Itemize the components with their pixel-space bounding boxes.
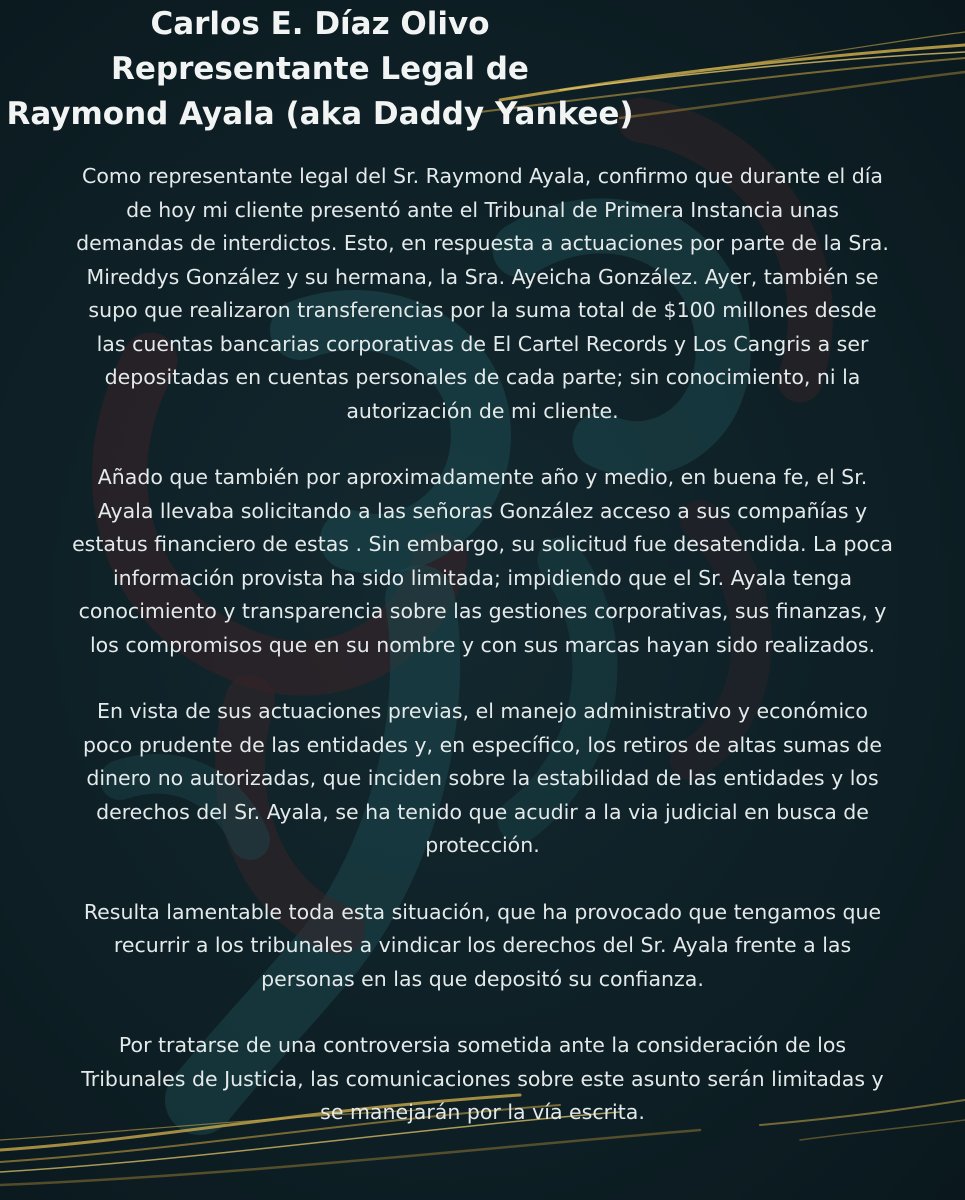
text-line: dinero no autorizadas, que inciden sobre la estabilidad de las entidades y los [86, 766, 879, 790]
text-line: derechos del Sr. Ayala, se ha tenido que acudir a la via judicial en busca de [96, 799, 869, 824]
paragraph-5 [8, 1029, 957, 1130]
representative-name: Carlos E. Díaz Olivo [150, 6, 490, 42]
text-line: se manejarán por la vía escrita. [320, 1100, 645, 1124]
text-line: los compromisos que en su nombre y con sus marcas hayan sido realizados. [89, 632, 876, 657]
client-name: Raymond Ayala (aka Daddy Yankee) [6, 96, 634, 132]
header [0, 0, 640, 137]
text-line: Añado que también por aproximadamente año y medio, en buena fe, el Sr. [97, 465, 868, 489]
text-line: Por tratarse de una controversia sometida ante la consideración de los [118, 1033, 847, 1057]
text-line: estatus financiero de estas . Sin embargo, su solicitud fue desatendida. La poca [72, 532, 893, 556]
text-line: Ayala llevaba solicitando a las señoras González acceso a sus compañías y [97, 498, 868, 523]
text-line: demandas de interdictos. Esto, en respuesta a actuaciones por parte de la Sra. [76, 231, 889, 255]
text-line: supo que realizaron transferencias por la suma total de $100 millones desde [88, 298, 877, 322]
text-line: Mireddys González y su hermana, la Sra. Ayeicha González. Ayer, también se [86, 264, 879, 289]
text-line: En vista de sus actuaciones previas, el manejo administrativo y económico [97, 699, 868, 723]
paragraph-4 [8, 896, 957, 997]
text-line: personas en las que depositó su confianza. [261, 966, 704, 991]
text-line: de hoy mi cliente presentó ante el Tribunal de Primera Instancia unas [126, 197, 839, 222]
text-line: depositadas en cuentas personales de cada parte; sin conocimiento, ni la [104, 365, 861, 389]
text-line: Como representante legal del Sr. Raymond Ayala, confirmo que durante el día [82, 164, 883, 188]
text-line: Resulta lamentable toda esta situación, que ha provocado que tengamos que [83, 899, 882, 924]
statement-body [8, 160, 957, 1163]
text-line: autorización de mi cliente. [346, 398, 619, 423]
representative-role: Representante Legal de [111, 51, 529, 87]
paragraph-1 [8, 160, 957, 428]
paragraph-3 [8, 695, 957, 863]
text-line: Tribunales de Justicia, las comunicaciones sobre este asunto serán limitadas y [81, 1066, 884, 1091]
text-line: las cuentas bancarias corporativas de El Cartel Records y Los Cangris a ser [96, 331, 869, 356]
paragraph-2 [8, 461, 957, 662]
text-line: conocimiento y transparencia sobre las gestiones corporativas, sus finanzas, y [78, 599, 887, 623]
text-line: información provista ha sido limitada; impidiendo que el Sr. Ayala tenga [112, 565, 853, 590]
text-line: recurrir a los tribunales a vindicar los derechos del Sr. Ayala frente a las [113, 933, 852, 957]
text-line: protección. [425, 833, 540, 857]
text-line: poco prudente de las entidades y, en específico, los retiros de altas sumas de [82, 732, 883, 757]
